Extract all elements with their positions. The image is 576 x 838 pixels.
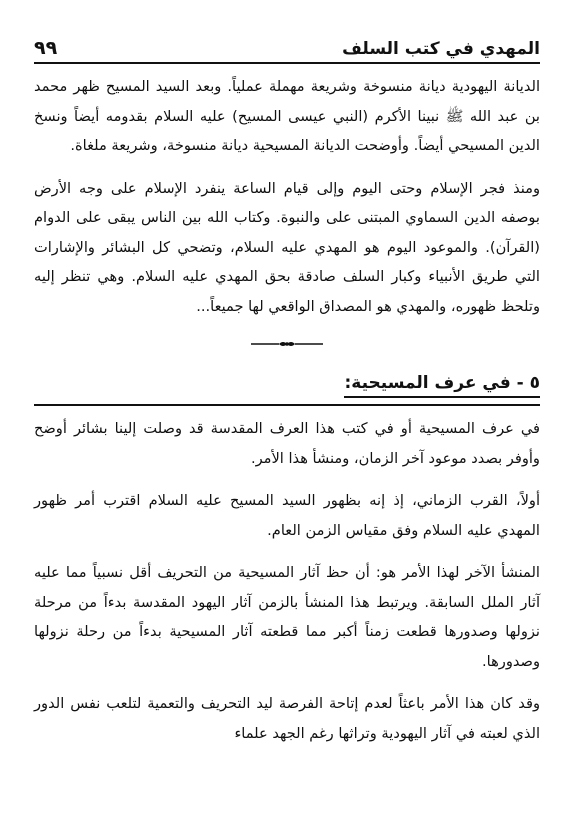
page-number: ٩٩ (34, 37, 58, 59)
paragraph: وقد كان هذا الأمر باعثاً لعدم إتاحة الفرصة ليد التحريف والتعمية لتلعب نفس الدور الذي لعبته في آثار اليهودية وتراثها رغم الجهد علماء (34, 695, 540, 742)
running-title: المهدي في كتب السلف (342, 39, 540, 59)
section-rule (34, 404, 540, 406)
page-header (34, 28, 540, 58)
paragraph: أولاً، القرب الزماني، إذ إنه بظهور السيد المسيح عليه السلام اقترب أمر ظهور المهدي عليه السلام وفق مقياس الزمن العام. (34, 492, 540, 539)
section-heading: ٥ - في عرف المسيحية: (344, 373, 540, 398)
ornament-icon (249, 339, 325, 349)
paragraph: في عرف المسيحية أو في كتب هذا العرف المقدسة قد وصلت إلينا بشائر أوضح وأوفر بصدد موعود آخر الزمان، ومنشأ هذا الأمر. (34, 420, 540, 467)
page-body (34, 72, 540, 748)
header-rule (34, 62, 540, 64)
paragraph: الديانة اليهودية ديانة منسوخة وشريعة مهملة عملياً. وبعد السيد المسيح ظهر محمد بن عبد الله ﷺ نبينا الأكرم (النبي عيسى المسيح) عليه السلام بقدومه أيضاً ونسخ الدين المسيحي أيضاً. وأوضحت الديانة المسيحية ديانة منسوخة، وشريعة ملغاة. (34, 78, 540, 154)
paragraph: المنشأ الآخر لهذا الأمر هو: أن حظ آثار المسيحية من التحريف أقل نسبياً مما عليه آثار الملل السابقة. ويرتبط هذا المنشأ بالزمن آثار اليهود المقدسة بدءاً من مرحلة نزولها وصدورها قطعت زمناً أكبر مما قطعته آثار المسيحية بدءاً من رحلة نزولها وصدورها. (34, 564, 540, 670)
paragraph: ومنذ فجر الإسلام وحتى اليوم وإلى قيام الساعة ينفرد الإسلام على وجه الأرض بوصفه الدين السماوي المبتنى على والنبوة. وكتاب الله بين الناس يبقى على الدوام (القرآن). والموعود اليوم هو المهدي عليه السلام، وتضحي كل البشائر والإشارات التي طريق الأنبياء وكبار السلف صادقة بحق المهدي عليه السلام. وهي تنظر إليه وتلحظ ظهوره، والمهدي هو المصداق الواقعي لها جميعاً... (34, 179, 540, 315)
section-divider-ornament (34, 339, 540, 349)
